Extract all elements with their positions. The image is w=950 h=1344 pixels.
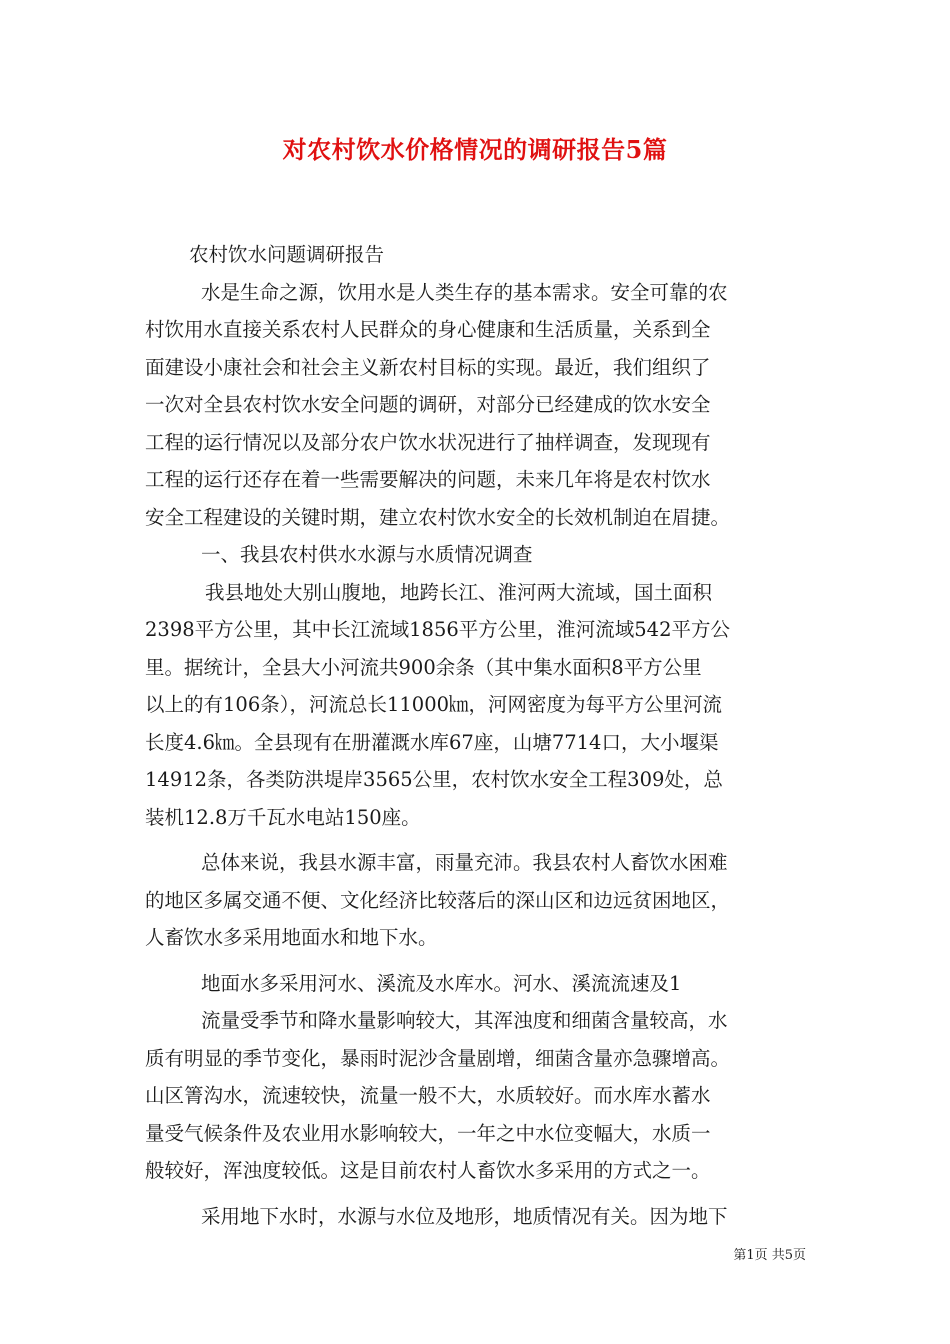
paragraph-line: 2398平方公里，其中长江流域1856平方公里，淮河流域542平方公 bbox=[145, 618, 730, 641]
paragraph-line: 工程的运行还存在着一些需要解决的问题，未来几年将是农村饮水 bbox=[145, 468, 711, 491]
section-heading: 一、我县农村供水水源与水质情况调查 bbox=[201, 543, 533, 566]
paragraph-line: 流量受季节和降水量影响较大，其浑浊度和细菌含量较高，水 bbox=[201, 1009, 728, 1032]
document-title: 对农村饮水价格情况的调研报告5篇 bbox=[282, 135, 668, 164]
paragraph-line: 里。据统计，全县大小河流共900余条（其中集水面积8平方公里 bbox=[145, 655, 702, 679]
paragraph-gap bbox=[145, 1190, 805, 1198]
paragraph-line: 村饮用水直接关系农村人民群众的身心健康和生活质量，关系到全 bbox=[145, 318, 711, 341]
paragraph-gap bbox=[145, 836, 805, 844]
paragraph-line: 长度4.6㎞。全县现有在册灌溉水库67座，山塘7714口，大小堰渠 bbox=[145, 730, 719, 754]
paragraph-line: 质有明显的季节变化，暴雨时泥沙含量剧增，细菌含量亦急骤增高。 bbox=[145, 1046, 731, 1070]
paragraph-line: 采用地下水时，水源与水位及地形，地质情况有关。因为地下 bbox=[201, 1204, 728, 1228]
paragraph-line: 我县地处大别山腹地，地跨长江、淮河两大流域，国土面积 bbox=[205, 580, 713, 604]
paragraph-line: 般较好，浑浊度较低。这是目前农村人畜饮水多采用的方式之一。 bbox=[145, 1159, 711, 1182]
paragraph-line: 地面水多采用河水、溪流及水库水。河水、溪流流速及1 bbox=[201, 971, 682, 995]
paragraph-line: 一次对全县农村饮水安全问题的调研，对部分已经建成的饮水安全 bbox=[145, 393, 711, 416]
paragraph-line: 山区箐沟水，流速较快，流量一般不大，水质较好。而水库水蓄水 bbox=[145, 1084, 711, 1107]
paragraph-line: 的地区多属交通不便、文化经济比较落后的深山区和边远贫困地区， bbox=[145, 888, 731, 912]
paragraph-line: 面建设小康社会和社会主义新农村目标的实现。最近，我们组织了 bbox=[145, 355, 711, 379]
paragraph-line: 总体来说，我县水源丰富，雨量充沛。我县农村人畜饮水困难 bbox=[201, 851, 728, 874]
paragraph-line: 装机12.8万千瓦水电站150座。 bbox=[145, 805, 421, 829]
paragraph-line: 工程的运行情况以及部分农户饮水状况进行了抽样调查，发现现有 bbox=[145, 430, 711, 454]
document-body bbox=[145, 236, 805, 1235]
paragraph-line: 以上的有106条），河流总长11000㎞，河网密度为每平方公里河流 bbox=[145, 693, 723, 716]
paragraph-line: 量受气候条件及农业用水影响较大，一年之中水位变幅大，水质一 bbox=[145, 1121, 711, 1145]
paragraph-line: 14912条，各类防洪堤岸3565公里，农村饮水安全工程309处，总 bbox=[145, 768, 723, 791]
paragraph-line: 人畜饮水多采用地面水和地下水。 bbox=[145, 926, 438, 949]
page-number-footer: 第1页 共5页 bbox=[733, 1248, 806, 1263]
paragraph-gap bbox=[145, 957, 805, 965]
section-heading: 农村饮水问题调研报告 bbox=[189, 243, 385, 266]
paragraph-line: 安全工程建设的关键时期，建立农村饮水安全的长效机制迫在眉捷。 bbox=[145, 505, 731, 529]
paragraph-line: 水是生命之源，饮用水是人类生存的基本需求。安全可靠的农 bbox=[201, 280, 728, 304]
